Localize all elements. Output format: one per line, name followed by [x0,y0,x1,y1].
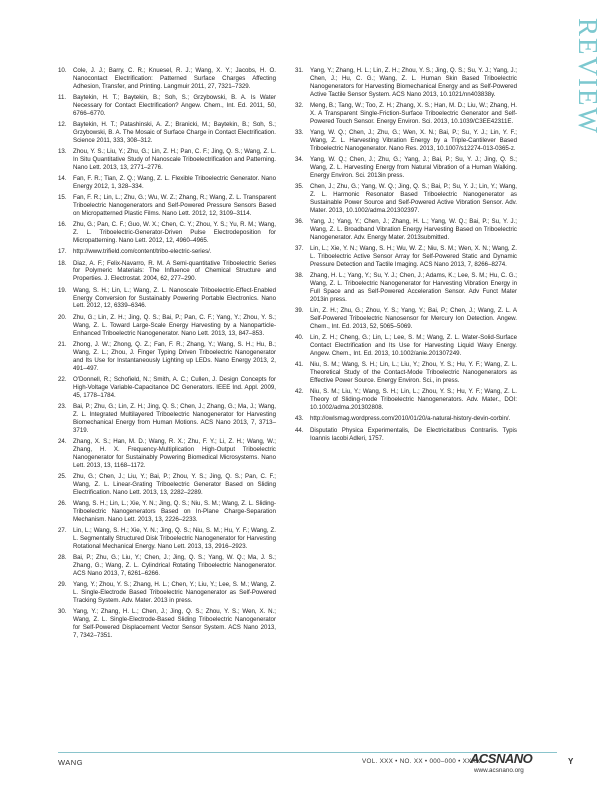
reference-number: 13. [58,148,67,156]
page-number: Y [568,757,574,766]
section-label: REVIEW [573,18,603,135]
reference-item [295,183,517,215]
reference-item [295,427,517,443]
reference-number: 29. [58,580,67,588]
reference-text: Zhu, G.; Chen, J.; Liu, Y.; Bai, P.; Zhou, Y. S.; Jing, Q. S.; Pan, C. F.; Wang, Z. L. Linear-Grating Triboelectric Generator Based on Sliding Electrification. Nano Lett. 2013, 13, 2282–2289. [73,472,276,496]
reference-text: Diaz, A. F.; Felix-Navarro, R. M. A Semi-quantitative Triboelectric Series for Polymeric Materials: The Influence of Chemical Structure and Properties. J. Electrostat. 2004, 62, 277–290. [73,259,276,283]
reference-item [58,67,276,91]
reference-number: 21. [58,340,67,348]
reference-number: 25. [58,472,67,480]
footer-author: WANG [58,758,84,767]
reference-number: 26. [58,499,67,507]
reference-item [58,175,276,191]
reference-number: 11. [58,94,67,102]
reference-text: Baytekin, H. T.; Patashinski, A. Z.; Branicki, M.; Baytekin, B.; Soh, S.; Grzybowski, B. A. The Mosaic of Surface Charge in Contact Electrification. Science 2011, 333, 308–312. [73,121,276,144]
reference-text: Yang, W. Q.; Chen, J.; Zhu, G.; Yang, J.; Bai, P.; Su, Y. J.; Jing, Q. S.; Wang, Z. L. Harvesting Energy from Natural Vibration of a Human Walking. Energy Environ. Sci. 2013in press. [310,156,517,179]
reference-number: 32. [295,102,304,109]
reference-text: Yang, J.; Yang, Y.; Chen, J.; Zhang, H. L.; Yang, W. Q.; Bai, P.; Su, Y. J.; Wang, Z. L. Broadband Vibration Energy Harvesting Based on Triboelectric Nanogenerator. Adv. Energy Mater. 2013submitted. [310,218,517,242]
reference-text: Zhang, H. L.; Yang, Y.; Su, Y. J.; Chen, J.; Adams, K.; Lee, S. M.; Hu, C. G.; Wang, Z. L. Triboelectric Nanogenerator for Harvesting Vibration Energy in Full Space and as Self-Powered Acceleration Sensor. Adv Funct Mater 2013in press. [310,272,517,304]
reference-item [58,438,276,470]
reference-text: Lin, L.; Wang, S. H.; Xie, Y. N.; Jing, Q. S.; Niu, S. M.; Hu, Y. F.; Wang, Z. L. Segmentally Structured Disk Triboelectric Nanogenerator for Harvesting Rotational Mechanical Energy. Nano Lett. 2013, 13, 2916–2923. [73,526,276,550]
reference-item [58,500,276,524]
reference-number: 19. [58,286,67,294]
reference-number: 14. [58,175,67,183]
reference-number: 24. [58,437,67,445]
reference-item [58,194,276,218]
reference-text: Niu, S. M.; Liu, Y.; Wang, S. H.; Lin, L.; Zhou, Y. S.; Hu, Y. F.; Wang, Z. L. Theory of Sliding-mode Triboelectric Nanogenerators. Adv. Mater., DOI: 10.1002/adma.201302808. [310,388,517,412]
reference-item [295,307,517,331]
reference-item [295,361,517,385]
reference-number: 22. [58,375,67,383]
reference-item [58,260,276,284]
reference-number: 12. [58,121,67,129]
reference-item [58,376,276,400]
reference-number: 35. [295,183,304,191]
reference-item [58,403,276,435]
reference-text: http://www.trifield.com/content/tribo-electric-series/. [73,248,212,256]
reference-number: 30. [58,607,67,615]
reference-number: 28. [58,553,67,561]
reference-item [58,148,276,172]
reference-item [58,608,276,640]
reference-text: Chen, J.; Zhu, G.; Yang, W. Q.; Jing, Q. S.; Bai, P.; Su, Y. J.; Lin, Y.; Wang, Z. L. Harmonic Resonator Based Triboelectric Nanogenerator as Sustainable Power Source and Self-Powered Active Vibration Sensor. Adv. Mater. 2013, 10.1002/adma.201302397. [310,183,517,214]
reference-text: Bai, P.; Zhu, G.; Liu, Y.; Chen, J.; Jing, Q. S.; Yang, W. Q.; Ma, J. S.; Zhang, G.; Wang, Z. L. Cylindrical Rotating Triboelectric Nanogenerator. ACS Nano 2013, 7, 6261–6266. [73,553,276,577]
reference-item [295,388,517,412]
reference-item [295,102,517,126]
reference-text: O'Donnell, R.; Schofield, N.; Smith, A. C.; Cullen, J. Design Concepts for High-Voltage Variable-Capacitance DC Generators. IEEE Ind. Appl. 2009, 45, 1778–1784. [73,375,276,399]
reference-text: Baytekin, H. T.; Baytekin, B.; Soh, S.; Grzybowski, B. A. Is Water Necessary for Contact Electrification? Angew. Chem., Int. Ed. 2011, 50, 6766–6770. [73,94,276,117]
reference-item [295,218,517,242]
reference-item [58,314,276,338]
reference-text: Fan, F. R.; Lin, L.; Zhu, G.; Wu, W. Z.; Zhang, R.; Wang, Z. L. Transparent Triboelectric Nanogenerators and Self-Powered Pressure Sensors Based on Micropatterned Plastic Films. Nano Lett. 2012, 12, 3109–3114. [73,194,276,218]
reference-item [295,334,517,358]
journal-logo: ACSNANO [470,751,533,766]
reference-text: http://owlsmag.wordpress.com/2010/01/20/a-natural-history-devin-corbin/. [310,415,511,423]
reference-number: 41. [295,361,304,369]
reference-number: 37. [295,245,304,253]
reference-item [295,156,517,180]
reference-text: Disputatio Physica Experimentalis, De Electricitatibus Contrariis. Typis Ioannis Iacobi Adleri, 1757. [310,426,517,442]
reference-number: 38. [295,272,304,280]
reference-text: Zhou, Y. S.; Liu, Y.; Zhu, G.; Lin, Z. H.; Pan, C. F.; Jing, Q. S.; Wang, Z. L. In Situ Quantitative Study of Nanoscale Triboelectrification and Patterning. Nano Lett. 2013, 13, 2771–2776. [73,148,276,172]
reference-number: 15. [58,194,67,202]
reference-number: 10. [58,67,67,74]
reference-item [58,121,276,145]
reference-text: Lin, Z. H.; Zhu, G.; Zhou, Y. S.; Yang, Y.; Bai, P.; Chen, J.; Wang, Z. L. A Self-Powered Triboelectric Nanosensor for Mercury Ion Detection. Angew. Chem., Int. Ed. 2013, 52, 5065–5069. [310,307,517,331]
reference-item [58,341,276,373]
reference-number: 17. [58,248,67,256]
reference-text: Yang, Y.; Zhang, H. L.; Lin, Z. H.; Zhou, Y. S.; Jing, Q. S.; Su, Y. J.; Yang, J.; Chen, J.; Hu, C. G.; Wang, Z. L. Human Skin Based Triboelectric Nanogenerators for Harvesting Biomechanical Energy and as Self-Powered Active Tactile Sensor System. ACS Nano 2013, 10.1021/nn403838y. [310,67,517,98]
reference-text: Zhong, J. W.; Zhong, Q. Z.; Fan, F. R.; Zhang, Y.; Wang, S. H.; Hu, B.; Wang, Z. L.; Zhou, J. Finger Typing Driven Triboelectric Nanogenerator and Its Use for Instantaneously Lighting up LEDs. Nano Energy 2013, 2, 491–497. [73,340,276,372]
reference-text: Yang, Y.; Zhang, H. L.; Chen, J.; Jing, Q. S.; Zhou, Y. S.; Wen, X. N.; Wang, Z. L. Single-Electrode-Based Sliding Triboelectric Nanogenerator for Self-Powered Displacement Vector Sensor System. ACS Nano 2013, 7, 7342–7351. [73,607,276,639]
reference-column-right [295,67,517,446]
reference-number: 23. [58,402,67,410]
reference-item [295,67,517,99]
reference-text: Niu, S. M.; Wang, S. H.; Lin, L.; Liu, Y.; Zhou, Y. S.; Hu, Y. F.; Wang, Z. L. Theoretical Study of the Contact-Mode Triboelectric Nanogenerators as Effective Power Source. Energy Environ. Sci., in press. [310,361,517,385]
reference-item [58,221,276,245]
reference-number: 40. [295,334,304,342]
section-tab [562,0,607,135]
reference-text: Cole, J. J.; Barry, C. R.; Knuesel, R. J.; Wang, X. Y.; Jacobs, H. O. Nanocontact Electrification: Patterned Surface Charges Affecting Adhesion, Transfer, and Printing. Langmuir 2011, 27, 7321–7329. [73,67,276,90]
reference-number: 18. [58,259,67,267]
reference-number: 16. [58,221,67,229]
reference-text: Lin, Z. H.; Cheng, G.; Lin, L.; Lee, S. M.; Wang, Z. L. Water-Solid-Surface Contact Electrification and Its Use for Harvesting Liquid Wavy Energy. Angew. Chem., Int. Ed. 2013, 10.1002/anie.201307249. [310,334,517,358]
reference-number: 33. [295,129,304,137]
reference-number: 27. [58,526,67,534]
reference-item [295,415,517,423]
reference-text: Wang, S. H.; Lin, L.; Xie, Y. N.; Jing, Q. S.; Niu, S. M.; Wang, Z. L. Sliding-Triboelectric Nanogenerators Based on In-Plane Charge-Separation Mechanism. Nano Lett. 2013, 13, 2226–2233. [73,499,276,523]
reference-text: Bai, P.; Zhu, G.; Lin, Z. H.; Jing, Q. S.; Chen, J.; Zhang, G.; Ma, J.; Wang, Z. L. Integrated Multilayered Triboelectric Nanogenerator for Harvesting Biomechanical Energy from Human Motions. ACS Nano 2013, 7, 3713–3719. [73,402,276,434]
reference-item [295,272,517,304]
reference-text: Wang, S. H.; Lin, L.; Wang, Z. L. Nanoscale Triboelectric-Effect-Enabled Energy Conversion for Sustainably Powering Portable Electronics. Nano Lett. 2012, 12, 6339–6346. [73,286,276,310]
reference-item [58,554,276,578]
reference-number: 20. [58,313,67,321]
reference-item [58,248,276,256]
reference-item [295,245,517,269]
reference-text: Yang, Y.; Zhou, Y. S.; Zhang, H. L.; Chen, Y.; Liu, Y.; Lee, S. M.; Wang, Z. L. Single-Electrode Based Triboelectric Nanogenerator as Self-Powered Tracking System. Adv. Mater. 2013 in press. [73,580,276,604]
journal-website[interactable]: www.acsnano.org [474,767,524,774]
reference-item [58,473,276,497]
reference-number: 44. [295,426,304,434]
reference-text: Lin, L.; Xie, Y. N.; Wang, S. H.; Wu, W. Z.; Niu, S. M.; Wen, X. N.; Wang, Z. L. Triboelectric Active Sensor Array for Self-Powered Static and Dynamic Pressure Detection and Tactile Imaging. ACS Nano 2013, 7, 8266–8274. [310,245,517,269]
reference-item [58,527,276,551]
reference-text: Zhu, G.; Pan, C. F.; Guo, W. X.; Chen, C. Y.; Zhou, Y. S.; Yu, R. M.; Wang, Z. L. Triboelectric-Generator-Driven Pulse Electrodeposition for Micropatterning. Nano Lett. 2012, 12, 4960–4965. [73,221,276,245]
reference-column-left [58,67,276,643]
reference-item [58,287,276,311]
reference-item [58,94,276,118]
reference-number: 43. [295,415,304,423]
reference-text: Meng, B.; Tang, W.; Too, Z. H.; Zhang, X. S.; Han, M. D.; Liu, W.; Zhang, H. X. A Transparent Single-Friction-Surface Triboelectric Generator and Self-Powered Touch Sensor. Energy Environ. Sci. 2013, 10.1039/C3EE42311E. [310,102,517,125]
reference-text: Zhang, X. S.; Han, M. D.; Wang, R. X.; Zhu, F. Y.; Li, Z. H.; Wang, W.; Zhang, H. X. Frequency-Multiplication High-Output Triboelectric Nanogenerator for Sustainably Powering Biomedical Microsystems. Nano Lett. 2013, 13, 1168–1172. [73,437,276,469]
reference-text: Zhu, G.; Lin, Z. H.; Jing, Q. S.; Bai, P.; Pan, C. F.; Yang, Y.; Zhou, Y. S.; Wang, Z. L. Toward Large-Scale Energy Harvesting by a Nanoparticle-Enhanced Triboelectric Nanogenerator. Nano Lett. 2013, 13, 847–853. [73,313,276,337]
reference-number: 42. [295,388,304,396]
reference-text: Fan, F. R.; Tian, Z. Q.; Wang, Z. L. Flexible Triboelectric Generator. Nano Energy 2012, 1, 328–334. [73,175,276,191]
reference-item [295,129,517,153]
reference-number: 31. [295,67,304,74]
reference-number: 39. [295,307,304,315]
footer-volume-info: VOL. XXX • NO. XX • 000–000 • XXXX [362,758,481,765]
reference-number: 36. [295,218,304,226]
reference-item [58,581,276,605]
reference-number: 34. [295,156,304,164]
reference-text: Yang, W. Q.; Chen, J.; Zhu, G.; Wen, X. N.; Bai, P.; Su, Y. J.; Lin, Y. F.; Wang, Z. L. Harvesting Vibration Energy by a Triple-Cantilever Based Triboelectric Nanogenerator. Nano Res. 2013, 10.1007/s12274-013-0365-z. [310,129,517,152]
